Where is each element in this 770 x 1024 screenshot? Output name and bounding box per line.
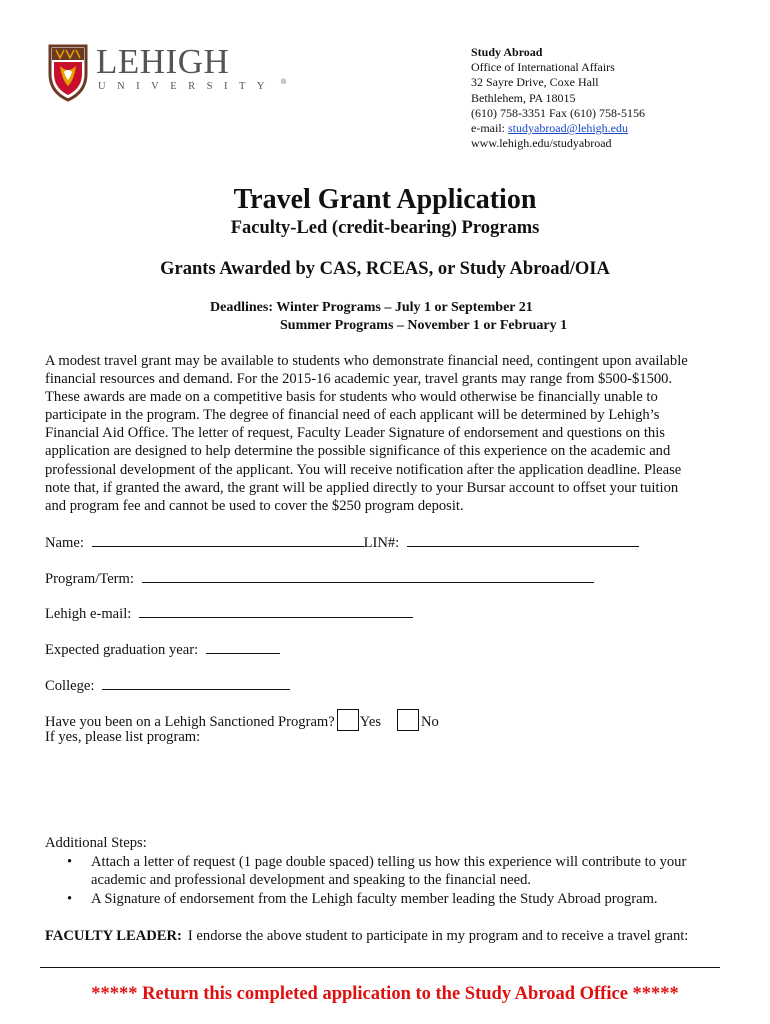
- intro-line: professional development of the applicant. You will receive notification after the application deadline. Please: [45, 461, 682, 478]
- no-label: No: [421, 714, 439, 730]
- no-checkbox[interactable]: [397, 709, 419, 731]
- name-label: Name:: [45, 535, 84, 551]
- return-instructions: ***** Return this completed application to the Study Abroad Office *****: [91, 984, 679, 1004]
- office-name: Study Abroad: [471, 45, 543, 59]
- lehigh-email-field[interactable]: [139, 603, 413, 618]
- deadline-winter: Deadlines: Winter Programs – July 1 or September 21: [210, 300, 533, 315]
- college-field[interactable]: [102, 675, 290, 690]
- steps-list: [45, 853, 686, 909]
- grants-awarded-heading: Grants Awarded by CAS, RCEAS, or Study Abroad/OIA: [160, 259, 610, 279]
- intro-line: and program fee and cannot be used to cover the $250 program deposit.: [45, 497, 464, 514]
- grad-year-field[interactable]: [206, 639, 280, 654]
- lehigh-logo: [48, 42, 287, 102]
- intro-line: These awards are made on a competitive basis for students who would otherwise be financially unable to: [45, 389, 658, 406]
- email-link[interactable]: studyabroad@lehigh.edu: [507, 121, 629, 136]
- yes-label: Yes: [359, 714, 382, 730]
- name-lin-row: [45, 532, 639, 552]
- page-subtitle: Faculty-Led (credit-bearing) Programs: [230, 218, 540, 238]
- logo-subline: UNIVERSITY: [98, 81, 276, 92]
- faculty-endorsement: [45, 928, 688, 945]
- program-term-label: Program/Term:: [45, 571, 134, 587]
- step-1-line-2: academic and professional development and speaking to the financial need.: [91, 872, 532, 888]
- deadline-summer: Summer Programs – November 1 or February 1: [280, 318, 568, 333]
- sanctioned-question: Have you been on a Lehigh Sanctioned Program?: [45, 714, 335, 730]
- address-line-1: Office of International Affairs: [471, 60, 615, 75]
- additional-steps: [45, 834, 686, 908]
- step-2: • A Signature of endorsement from the Lehigh faculty member leading the Study Abroad program.: [91, 890, 658, 907]
- lehigh-shield-icon: [48, 44, 88, 102]
- intro-line: financial resources and demand. For the 2015-16 academic year, travel grants may range from $500-$1500.: [45, 371, 673, 388]
- intro-line: participate in the program. The degree of financial need of each applicant will be determined by Lehigh’s: [45, 407, 660, 424]
- logo-registered-mark: ®: [281, 79, 287, 86]
- list-program-label: If yes, please list program:: [45, 729, 201, 745]
- intro-line: A modest travel grant may be available to students who demonstrate financial need, contingent upon available: [45, 353, 688, 369]
- college-label: College:: [45, 678, 95, 694]
- lin-label: LIN#:: [363, 535, 400, 551]
- phone-fax: (610) 758-3351 Fax (610) 758-5156: [471, 105, 645, 120]
- name-field[interactable]: [92, 532, 364, 547]
- grad-year-row: [45, 639, 280, 659]
- list-item: [91, 890, 686, 909]
- list-item: [91, 853, 686, 890]
- list-program-row: [45, 729, 200, 746]
- page-title: Travel Grant Application: [233, 184, 537, 215]
- grad-year-label: Expected graduation year:: [45, 642, 199, 658]
- email-row: [471, 121, 645, 136]
- intro-line: application are designed to help determine the possible significance of this experience on the academic and: [45, 443, 671, 460]
- intro-line: Financial Aid Office. The letter of request, Faculty Leader Signature of endorsement and questions on this: [45, 425, 665, 442]
- lehigh-email-label: Lehigh e-mail:: [45, 606, 132, 622]
- logo-wordmark: LEHIGH: [96, 42, 230, 81]
- website: www.lehigh.edu/studyabroad: [471, 136, 612, 151]
- intro-line: note that, if granted the award, the grant will be applied directly to your Bursar account to offset your tuition: [45, 479, 679, 496]
- step-1-line-1: • Attach a letter of request (1 page double spaced) telling us how this experience will contribute to your: [91, 853, 687, 870]
- program-term-row: [45, 568, 594, 588]
- address-line-3: Bethlehem, PA 18015: [471, 90, 576, 105]
- address-line-2: 32 Sayre Drive, Coxe Hall: [471, 75, 599, 90]
- sanctioned-program-row: [45, 709, 439, 731]
- additional-steps-heading: Additional Steps:: [45, 835, 147, 851]
- intro-paragraph: [45, 352, 725, 515]
- office-address-block: [471, 45, 645, 151]
- email-row: [45, 603, 413, 623]
- lin-field[interactable]: [407, 532, 639, 547]
- program-term-field[interactable]: [142, 568, 594, 583]
- faculty-endorsement-text: I endorse the above student to participate in my program and to receive a travel grant:: [187, 928, 689, 944]
- yes-checkbox[interactable]: [337, 709, 359, 731]
- college-row: [45, 675, 290, 695]
- faculty-leader-label: FACULTY LEADER:: [45, 928, 182, 944]
- faculty-signature-line[interactable]: [40, 967, 720, 968]
- email-label: e-mail:: [471, 121, 508, 136]
